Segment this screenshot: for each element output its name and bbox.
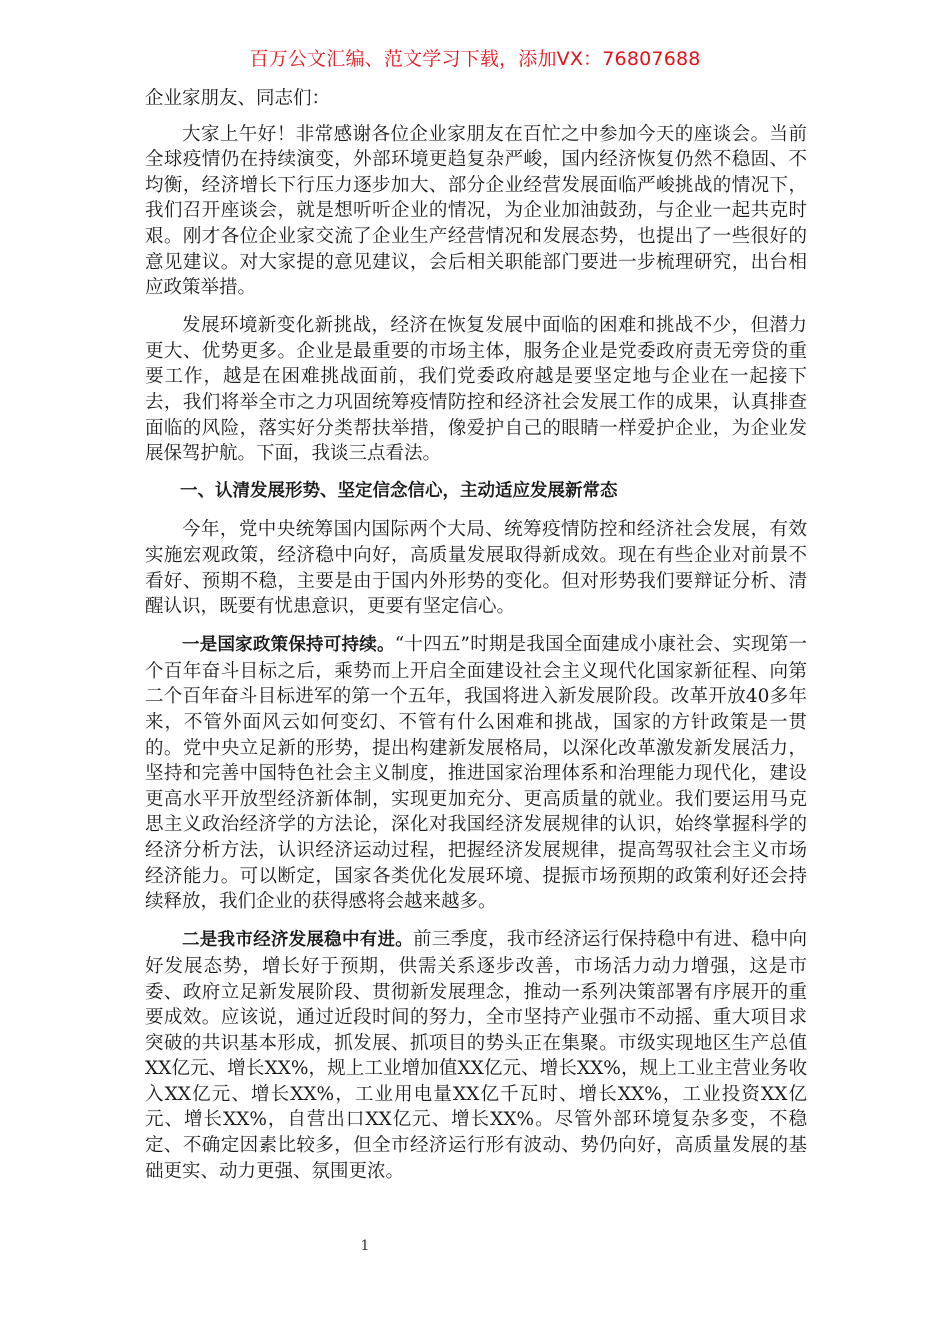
document-body <box>145 86 807 1184</box>
page-number: 1 <box>360 1238 370 1254</box>
section-heading-1: 一、认清发展形势、坚定信念信心，主动适应发展新常态 <box>180 481 618 502</box>
paragraph-text: 大家上午好！非常感谢各位企业家朋友在百忙之中参加今天的座谈会。当前全球疫情仍在持续演变，外部环境更趋复杂严峻，国内经济恢复仍然不稳固、不均衡，经济增长下行压力逐步加大、部分企业经营发展面临严峻挑战的情况下，我们召开座谈会，就是想听听企业的情况，为企业加油鼓劲，与企业一起共克时艰。刚才各位企业家交流了企业生产经营情况和发展态势，也提出了一些很好的意见建议。对大家提的意见建议，会后相关职能部门要进一步梳理研究，出台相应政策举措。 <box>145 123 807 299</box>
paragraph-text: 今年，党中央统筹国内国际两个大局、统筹疫情防控和经济社会发展，有效实施宏观政策，经济稳中向好，高质量发展取得新成效。现在有些企业对前景不看好、预期不稳，主要是由于国内外形势的变化。但对形势我们要辩证分析、清醒认识，既要有忧患意识，更要有坚定信心。 <box>145 519 807 618</box>
paragraph-lead: 一是国家政策保持可持续。 <box>182 635 395 656</box>
paragraph-opening <box>145 122 807 301</box>
salutation: 企业家朋友、同志们： <box>145 88 331 109</box>
paragraph-national-policy <box>145 632 807 915</box>
paragraph-environment <box>145 313 807 467</box>
watermark-banner: 百万公文汇编、范文学习下载，添加VX：76807688 <box>249 48 701 70</box>
paragraph-situation <box>145 517 807 619</box>
paragraph-city-economy <box>145 927 807 1184</box>
paragraph-text: 前三季度，我市经济运行保持稳中有进、稳中向好发展态势，增长好于预期，供需关系逐步改善，市场活力动力增强，这是市委、政府立足新发展阶段、贯彻新发展理念，推动一系列决策部署有序展开的重要成效。应该说，通过近段时间的努力，全市坚持产业强市不动摇、重大项目求突破的共识基本形成，抓发展、抓项目的势头正在集聚。市级实现地区生产总值XX亿元、增长XX%，规上工业增加值XX亿元、增长XX%，规上工业主营业务收入XX亿元、增长XX%，工业用电量XX亿千瓦时、增长XX%，工业投资XX亿元、增长XX%，自营出口XX亿元、增长XX%。尽管外部环境复杂多变，不稳定、不确定因素比较多，但全市经济运行形有波动、势仍向好，高质量发展的基础更实、动力更强、氛围更浓。 <box>145 929 807 1182</box>
paragraph-text: 发展环境新变化新挑战，经济在恢复发展中面临的困难和挑战不少，但潜力更大、优势更多。企业是最重要的市场主体，服务企业是党委政府责无旁贷的重要工作，越是在困难挑战面前，我们党委政府越是要坚定地与企业在一起接下去，我们将举全市之力巩固统筹疫情防控和经济社会发展工作的成果，认真排查面临的风险，落实好分类帮扶举措，像爱护自己的眼睛一样爱护企业，为企业发展保驾护航。下面，我谈三点看法。 <box>145 315 807 465</box>
paragraph-lead: 二是我市经济发展稳中有进。 <box>182 930 414 951</box>
paragraph-text: “十四五”时期是我国全面建成小康社会、实现第一个百年奋斗目标之后，乘势而上开启全面建设社会主义现代化国家新征程、向第二个百年奋斗目标进军的第一个五年，我国将进入新发展阶段。改革开放40多年来，不管外面风云如何变幻、不管有什么困难和挑战，国家的方针政策是一贯的。党中央立足新的形势，提出构建新发展格局，以深化改革激发新发展活力，坚持和完善中国特色社会主义制度，推进国家治理体系和治理能力现代化，建设更高水平开放型经济新体制，实现更加充分、更高质量的就业。我们要运用马克思主义政治经济学的方法论，深化对我国经济发展规律的认识，始终掌握科学的经济分析方法，认识经济运动过程，把握经济发展规律，提高驾驭社会主义市场经济能力。可以断定，国家各类优化发展环境、提振市场预期的政策利好还会持续释放，我们企业的获得感将会越来越多。 <box>145 634 808 913</box>
